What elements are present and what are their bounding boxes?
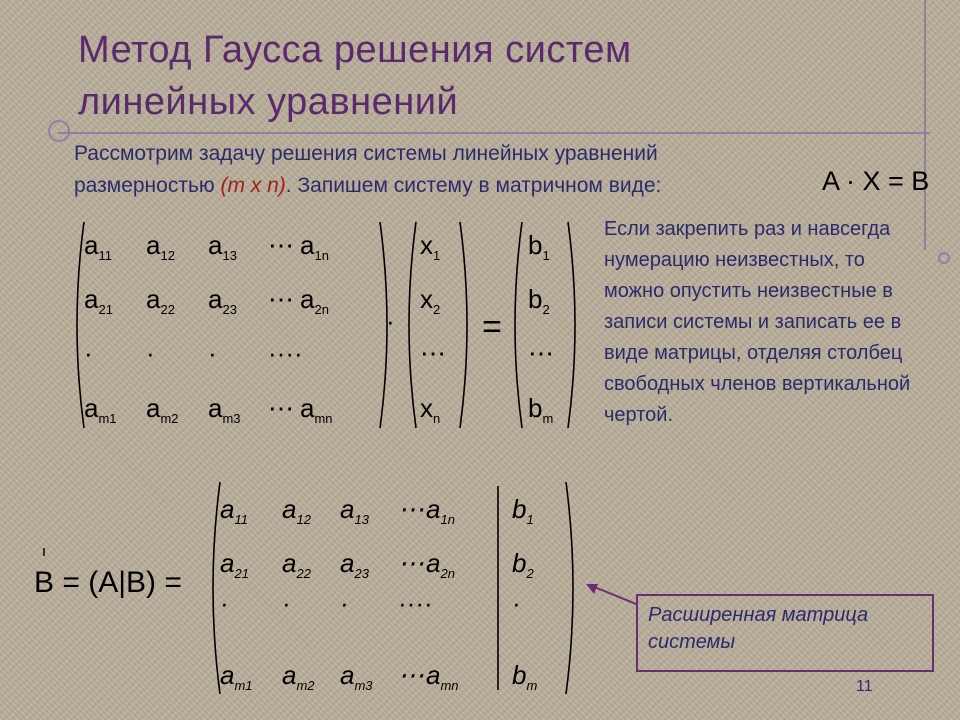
augmented-cell: · (282, 588, 291, 618)
matrix-a-cell: ⋯ (268, 230, 294, 260)
augmented-cell: $a_{22}$ (282, 548, 311, 581)
intro-part-3: . Запишем систему в матричном виде: (285, 174, 662, 197)
matrix-formula: A · X = B (822, 166, 930, 196)
matrix-a-cell: $a_{11}$ (84, 230, 112, 263)
matrix-a-cell: $a_{21}$ (84, 284, 113, 317)
augmented-cell: $a_{21}$ (220, 548, 249, 581)
augmented-cell: · (220, 588, 229, 618)
callout-arrow-head (586, 584, 598, 594)
augmented-cell: ⋯ (398, 660, 424, 690)
augmented-cell: $a_{12}$ (282, 494, 311, 527)
callout-arrow (592, 586, 636, 604)
vector-b-cell: ⋯ (528, 338, 554, 368)
augmented-left-paren (213, 482, 220, 694)
augmented-cell: · (340, 588, 349, 618)
vector-b-cell: $b_2$ (528, 284, 550, 317)
matrix-a-cell: · (146, 338, 155, 368)
matrix-equation (77, 222, 575, 428)
augmented-cell: ⋯ (398, 494, 424, 524)
augmented-lhs: B = (A|B) = (34, 566, 182, 599)
augmented-right-paren (566, 482, 573, 694)
matrix-a-cell: $a_{m1}$ (84, 393, 117, 426)
augmented-cell: $a_{m1}$ (220, 660, 253, 693)
matrix-a-cell: $a_{m3}$ (208, 393, 241, 426)
augmented-cell: $a_{11}$ (220, 494, 248, 527)
matrix-a-cell: $a_{mn}$ (300, 393, 333, 426)
augmented-cell: $a_{m2}$ (282, 660, 315, 693)
matrix-a-cell: $a_{12}$ (146, 230, 175, 263)
matrix-a-cell: ⋯ (268, 393, 294, 423)
equals-sign: = (482, 308, 502, 346)
matrix-a-cell: $a_{13}$ (208, 230, 237, 263)
vector-b-right-paren (568, 222, 575, 428)
augmented-cell: $a_{1n}$ (426, 494, 455, 527)
matrix-a-cell: $a_{1n}$ (300, 230, 329, 263)
matrix-a-cell: ···· (268, 338, 303, 368)
vector-x-cell: ⋯ (420, 338, 446, 368)
intro-dims: (m x n) (220, 174, 286, 197)
title-line-2: линейных уравнений (78, 81, 459, 123)
augmented-cell: $a_{13}$ (340, 494, 369, 527)
vector-x-right-paren (460, 222, 467, 428)
vector-x-left-paren (409, 222, 416, 428)
matrix-a-cell: $a_{2n}$ (300, 284, 329, 317)
augmented-cell: $a_{mn}$ (426, 660, 459, 693)
matrix-a-cell: $a_{m2}$ (146, 393, 179, 426)
intro-part-2: размерностью (74, 174, 221, 197)
augmented-cell: $a_{2n}$ (426, 548, 455, 581)
matrix-a-cell: · (208, 338, 217, 368)
intro-part-1: Рассмотрим задачу решения системы линейных уравнений (74, 142, 658, 165)
augmented-cell: · (512, 588, 521, 618)
matrix-a-cell: $a_{22}$ (146, 284, 175, 317)
matrix-a-cell: · (84, 338, 93, 368)
vector-x-cell: $x_n$ (420, 393, 441, 426)
augmented-matrix (34, 482, 636, 694)
title-line-1: Метод Гаусса решения систем (78, 29, 632, 71)
matrix-a-cell: ⋯ (268, 284, 294, 314)
augmented-cell: $b_2$ (512, 548, 534, 581)
matrix-a-left-paren (77, 222, 84, 428)
augmented-cell: $a_{23}$ (340, 548, 369, 581)
dot-operator: · (386, 306, 395, 336)
augmented-cell: $a_{m3}$ (340, 660, 373, 693)
side-note: Если закрепить раз и навсегда нумерацию неизвестных, то можно опустить неизвестные в записи системы и записать ее в виде матрицы, отделяя столбец свободных членов вертикальной чертой. (604, 218, 911, 426)
augmented-cell: ···· (398, 588, 433, 618)
augmented-cell: ⋯ (398, 548, 424, 578)
page-number: 11 (856, 678, 873, 695)
vector-x-cell: $x_2$ (420, 284, 441, 317)
callout-box: Расширенная матрица системы (636, 594, 934, 672)
augmented-cell: $b_m$ (512, 660, 538, 693)
augmented-cell: $b_1$ (512, 494, 534, 527)
vector-b-cell: $b_m$ (528, 393, 554, 426)
vector-x-cell: $x_1$ (420, 230, 441, 263)
matrix-a-cell: $a_{23}$ (208, 284, 237, 317)
vector-b-cell: $b_1$ (528, 230, 550, 263)
vector-b-left-paren (515, 222, 522, 428)
